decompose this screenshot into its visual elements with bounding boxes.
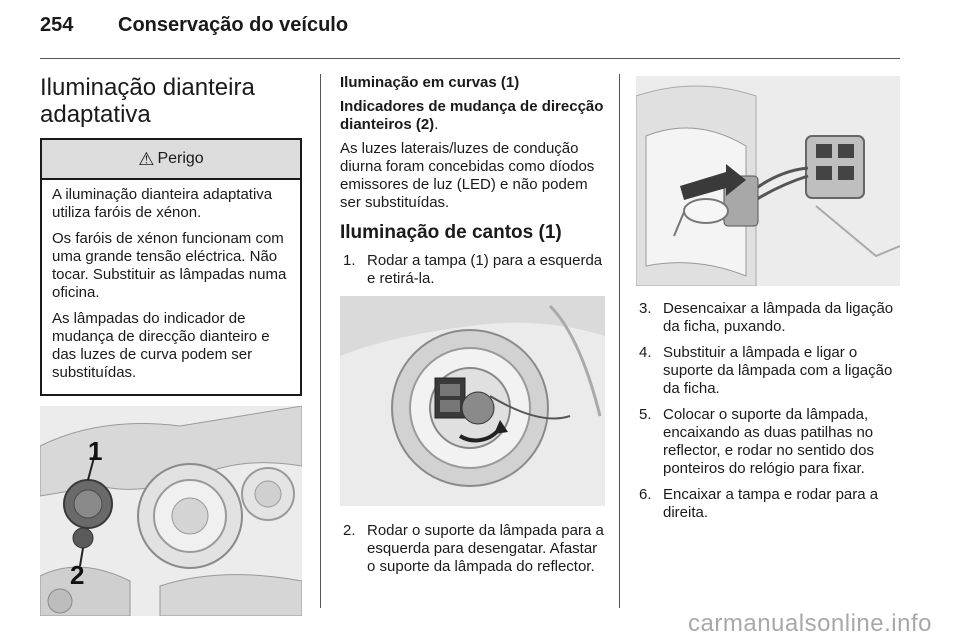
list-item (340, 252, 605, 288)
step-text: Rodar o suporte da lâmpada para a esquerda para desengatar. Afastar o suporte da lâmpada do reflector. (367, 522, 604, 575)
bold-line-text: Indicadores de mudança de direcção dianteiros (2) (340, 98, 604, 133)
sub-heading: Iluminação de cantos (1) (340, 222, 562, 243)
body-text: As luzes laterais/luzes de condução diurna foram concebidas como díodos emissores de luz (LED) e não podem ser substituídas. (340, 140, 595, 211)
steps-list (340, 522, 605, 576)
header-divider (40, 58, 900, 59)
column-1 (40, 74, 302, 616)
list-item (636, 300, 900, 336)
page-number: 254 (40, 14, 74, 36)
warning-triangle-icon: ⚠ (138, 148, 155, 169)
warning-box (40, 138, 302, 396)
column-divider (619, 74, 620, 608)
lamp-cover-illustration (340, 296, 605, 506)
section-heading: Iluminação dianteira adaptativa (40, 74, 255, 128)
column-divider (320, 74, 321, 608)
step-text: Colocar o suporte da lâmpada, encaixando as duas patilhas no reflector, e rodar no sentido dos ponteiros do relógio para fixar. (663, 406, 874, 477)
figure-label-1: 1 (88, 436, 103, 466)
headlight-assembly-illustration (40, 406, 302, 616)
list-item (340, 522, 605, 576)
warning-paragraph: As lâmpadas do indicador de mudança de direcção dianteiro e das luzes de curva podem ser substituídas. (52, 310, 270, 381)
step-number: 6. (639, 486, 652, 503)
column-3 (636, 74, 900, 530)
step-text: Rodar a tampa (1) para a esquerda e retirá-la. (367, 252, 603, 287)
column-2 (340, 74, 605, 584)
bold-line-indicators (340, 98, 605, 134)
list-item (636, 486, 900, 522)
step-number: 2. (343, 522, 356, 539)
steps-list (636, 300, 900, 522)
step-number: 1. (343, 252, 356, 269)
watermark: carmanualsonline.info (688, 610, 932, 637)
bold-line-suffix: . (434, 116, 439, 133)
step-text: Substituir a lâmpada e ligar o suporte da lâmpada com a ligação da ficha. (663, 344, 893, 397)
list-item (636, 344, 900, 398)
list-item (636, 406, 900, 478)
page-title: Conservação do veículo (118, 14, 349, 36)
bulb-removal-illustration (636, 76, 900, 286)
step-number: 4. (639, 344, 652, 361)
page-header (40, 14, 348, 48)
warning-body (42, 180, 300, 394)
step-text: Desencaixar a lâmpada da ligação da ficha, puxando. (663, 300, 894, 335)
step-number: 3. (639, 300, 652, 317)
steps-list (340, 252, 605, 288)
warning-paragraph: Os faróis de xénon funcionam com uma grande tensão eléctrica. Não tocar. Substituir as lâmpadas numa oficina. (52, 230, 287, 301)
figure-label-2: 2 (70, 560, 85, 590)
warning-title: Perigo (157, 150, 204, 167)
step-text: Encaixar a tampa e rodar para a direita. (663, 486, 879, 521)
step-number: 5. (639, 406, 652, 423)
warning-paragraph: A iluminação dianteira adaptativa utiliza faróis de xénon. (52, 186, 273, 221)
bold-line: Iluminação em curvas (1) (340, 74, 520, 91)
warning-header (42, 140, 300, 180)
